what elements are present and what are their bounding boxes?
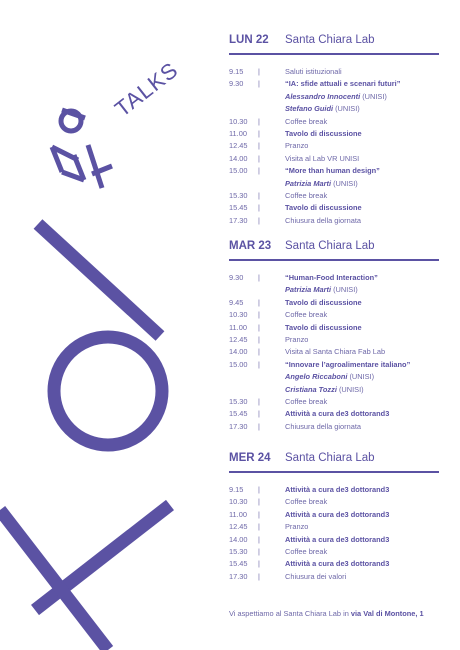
row-speaker xyxy=(285,371,374,383)
row-time: 12.45 xyxy=(229,522,248,532)
row-activity: “Human-Food Interaction” xyxy=(285,273,378,282)
row-separator: | xyxy=(258,141,260,151)
row-time: 15.45 xyxy=(229,203,248,213)
row-separator: | xyxy=(258,310,260,320)
schedule-row xyxy=(229,546,439,558)
schedule-row xyxy=(229,571,439,583)
row-separator: | xyxy=(258,522,260,532)
schedule-row xyxy=(229,396,439,408)
row-time: 9.30 xyxy=(229,79,244,89)
row-activity: Pranzo xyxy=(285,522,309,532)
schedule-row xyxy=(229,165,439,177)
row-activity: Attività a cura de3 dottorand3 xyxy=(285,509,390,519)
schedule-row xyxy=(229,91,439,103)
schedule-row xyxy=(229,521,439,533)
row-time: 10.30 xyxy=(229,310,248,320)
row-time: 15.45 xyxy=(229,409,248,419)
row-activity: Pranzo xyxy=(285,334,309,344)
schedule-list xyxy=(229,66,439,227)
row-separator: | xyxy=(258,485,260,494)
schedule-row xyxy=(229,534,439,546)
row-separator: | xyxy=(258,322,260,332)
row-activity: Tavolo di discussione xyxy=(285,128,362,138)
schedule-row xyxy=(229,153,439,165)
day-mer xyxy=(229,452,439,583)
schedule-row xyxy=(229,284,439,296)
schedule-row xyxy=(229,215,439,227)
row-separator: | xyxy=(258,166,260,176)
row-time: 15.45 xyxy=(229,559,248,569)
schedule-row xyxy=(229,509,439,521)
day-place: Santa Chiara Lab xyxy=(285,452,375,464)
row-activity: Pranzo xyxy=(285,141,309,151)
row-activity: Saluti istituzionali xyxy=(285,67,342,76)
row-separator: | xyxy=(258,571,260,581)
row-separator: | xyxy=(258,79,260,89)
row-separator xyxy=(258,371,285,383)
row-time xyxy=(229,284,258,296)
decorative-x-stroke-2 xyxy=(0,510,108,650)
row-activity: Coffee break xyxy=(285,497,328,507)
schedule-row xyxy=(229,178,439,190)
schedule-row xyxy=(229,334,439,346)
row-activity: Chiusura della giornata xyxy=(285,215,362,225)
schedule-row xyxy=(229,190,439,202)
row-separator: | xyxy=(258,190,260,200)
day-place: Santa Chiara Lab xyxy=(285,240,375,252)
speaker-name: Patrizia Marti xyxy=(285,285,332,295)
row-time: 9.45 xyxy=(229,297,244,307)
row-separator: | xyxy=(258,215,260,225)
row-time: 15.30 xyxy=(229,546,248,556)
row-separator: | xyxy=(258,396,260,406)
day-lun xyxy=(229,34,439,227)
row-activity: “IA: sfide attuali e scenari futuri” xyxy=(285,79,401,89)
row-time xyxy=(229,371,258,383)
row-time: 17.30 xyxy=(229,215,248,225)
day-place: Santa Chiara Lab xyxy=(285,34,375,46)
schedule-list xyxy=(229,484,439,583)
decorative-shapes xyxy=(0,0,200,650)
row-activity: Coffee break xyxy=(285,396,328,406)
row-activity: Attività a cura de3 dottorand3 xyxy=(285,559,390,569)
row-time: 11.00 xyxy=(229,509,247,519)
row-time: 10.30 xyxy=(229,497,248,507)
row-separator: | xyxy=(258,347,260,357)
row-separator: | xyxy=(258,421,260,431)
row-separator xyxy=(258,178,285,190)
row-time: 15.00 xyxy=(229,166,248,176)
row-activity: Visita al Santa Chiara Fab Lab xyxy=(285,347,386,357)
schedule-row xyxy=(229,116,439,128)
speaker-name: Angelo Riccaboni xyxy=(285,372,348,382)
row-activity: Coffee break xyxy=(285,546,328,556)
row-activity: “More than human design” xyxy=(285,166,380,176)
schedule-row xyxy=(229,272,439,284)
row-separator: | xyxy=(258,153,260,163)
row-time: 9.15 xyxy=(229,67,244,76)
schedule-row xyxy=(229,384,439,396)
row-time: 14.00 xyxy=(229,153,248,163)
row-separator xyxy=(258,384,285,396)
row-time: 12.45 xyxy=(229,141,248,151)
row-activity: Coffee break xyxy=(285,310,328,320)
schedule-list xyxy=(229,272,439,433)
row-time: 17.30 xyxy=(229,421,248,431)
row-separator: | xyxy=(258,203,260,213)
row-time xyxy=(229,384,258,396)
row-speaker xyxy=(285,178,358,190)
day-name: LUN 22 xyxy=(229,34,269,46)
row-time xyxy=(229,91,258,103)
row-activity: Coffee break xyxy=(285,190,328,200)
speaker-affiliation: (UNISI) xyxy=(360,91,387,101)
logo-letter-m xyxy=(52,147,84,180)
row-separator: | xyxy=(258,273,260,282)
row-separator xyxy=(258,284,285,296)
schedule-row xyxy=(229,66,439,78)
row-activity: Tavolo di discussione xyxy=(285,297,362,307)
row-time: 14.00 xyxy=(229,347,248,357)
row-separator: | xyxy=(258,67,260,76)
decorative-x-stroke-1 xyxy=(35,505,170,610)
speaker-affiliation: (UNISI) xyxy=(347,372,375,382)
footer-text: Vi aspettiamo al Santa Chiara Lab in xyxy=(229,609,351,618)
row-activity: Chiusura dei valori xyxy=(285,571,347,581)
schedule-row xyxy=(229,128,439,140)
speaker-affiliation: (UNISI) xyxy=(333,104,360,114)
row-activity: Tavolo di discussione xyxy=(285,203,362,213)
speaker-affiliation: (UNISI) xyxy=(331,285,358,295)
day-header xyxy=(229,34,439,55)
row-separator: | xyxy=(258,559,260,569)
row-separator: | xyxy=(258,359,260,369)
row-separator: | xyxy=(258,409,260,419)
schedule-row xyxy=(229,558,439,570)
row-activity: Attività a cura de3 dottorand3 xyxy=(285,409,390,419)
row-speaker xyxy=(285,103,360,115)
logo-graphic xyxy=(52,110,112,188)
row-time: 15.30 xyxy=(229,190,248,200)
row-time: 10.30 xyxy=(229,116,248,126)
row-time xyxy=(229,103,258,115)
row-time xyxy=(229,178,258,190)
row-separator: | xyxy=(258,334,260,344)
decorative-slash xyxy=(38,224,160,336)
day-header xyxy=(229,240,439,261)
schedule-row xyxy=(229,309,439,321)
speaker-name: Stefano Guidi xyxy=(285,104,334,114)
row-separator xyxy=(258,103,285,115)
schedule-row xyxy=(229,484,439,496)
row-time: 11.00 xyxy=(229,322,247,332)
decorative-ring xyxy=(54,337,162,445)
row-separator: | xyxy=(258,116,260,126)
footer-invite xyxy=(229,609,424,618)
row-time: 9.30 xyxy=(229,273,244,282)
row-separator: | xyxy=(258,497,260,507)
schedule-row xyxy=(229,421,439,433)
schedule-row xyxy=(229,78,439,90)
row-activity: “Innovare l’agroalimentare italiano” xyxy=(285,359,411,369)
schedule-row xyxy=(229,371,439,383)
day-name: MAR 23 xyxy=(229,240,272,252)
schedule-row xyxy=(229,297,439,309)
row-separator: | xyxy=(258,509,260,519)
row-separator: | xyxy=(258,534,260,544)
logo-talks: TALKS xyxy=(110,57,183,122)
row-activity: Coffee break xyxy=(285,116,328,126)
footer-address: via Val di Montone, 1 xyxy=(350,609,424,618)
row-time: 12.45 xyxy=(229,334,248,344)
speaker-name: Cristiana Tozzi xyxy=(285,384,337,394)
row-speaker xyxy=(285,284,358,296)
row-activity: Tavolo di discussione xyxy=(285,322,362,332)
speaker-affiliation: (UNISI) xyxy=(331,178,358,188)
schedule-row xyxy=(229,322,439,334)
row-activity: Chiusura della giornata xyxy=(285,421,362,431)
row-activity: Attività a cura de3 dottorand3 xyxy=(285,534,390,544)
schedule-row xyxy=(229,103,439,115)
row-separator: | xyxy=(258,297,260,307)
row-time: 17.30 xyxy=(229,571,248,581)
row-time: 14.00 xyxy=(229,534,248,544)
schedule-row xyxy=(229,346,439,358)
day-header xyxy=(229,452,439,473)
schedule-row xyxy=(229,202,439,214)
schedule-row xyxy=(229,359,439,371)
speaker-name: Patrizia Marti xyxy=(285,178,332,188)
row-time: 11.00 xyxy=(229,128,247,138)
logo-letter-t xyxy=(88,145,112,188)
row-separator: | xyxy=(258,546,260,556)
row-time: 9.15 xyxy=(229,485,244,494)
row-activity: Visita al Lab VR UNISI xyxy=(285,153,360,163)
schedule-row xyxy=(229,408,439,420)
row-separator: | xyxy=(258,128,260,138)
row-time: 15.30 xyxy=(229,396,248,406)
schedule-row xyxy=(229,140,439,152)
row-activity: Attività a cura de3 dottorand3 xyxy=(285,485,390,494)
speaker-affiliation: (UNISI) xyxy=(336,384,364,394)
row-speaker xyxy=(285,91,387,103)
row-speaker xyxy=(285,384,364,396)
schedule-row xyxy=(229,496,439,508)
row-time: 15.00 xyxy=(229,359,248,369)
speaker-name: Alessandro Innocenti xyxy=(285,91,361,101)
row-separator xyxy=(258,91,285,103)
day-mar xyxy=(229,240,439,433)
day-name: MER 24 xyxy=(229,452,271,464)
